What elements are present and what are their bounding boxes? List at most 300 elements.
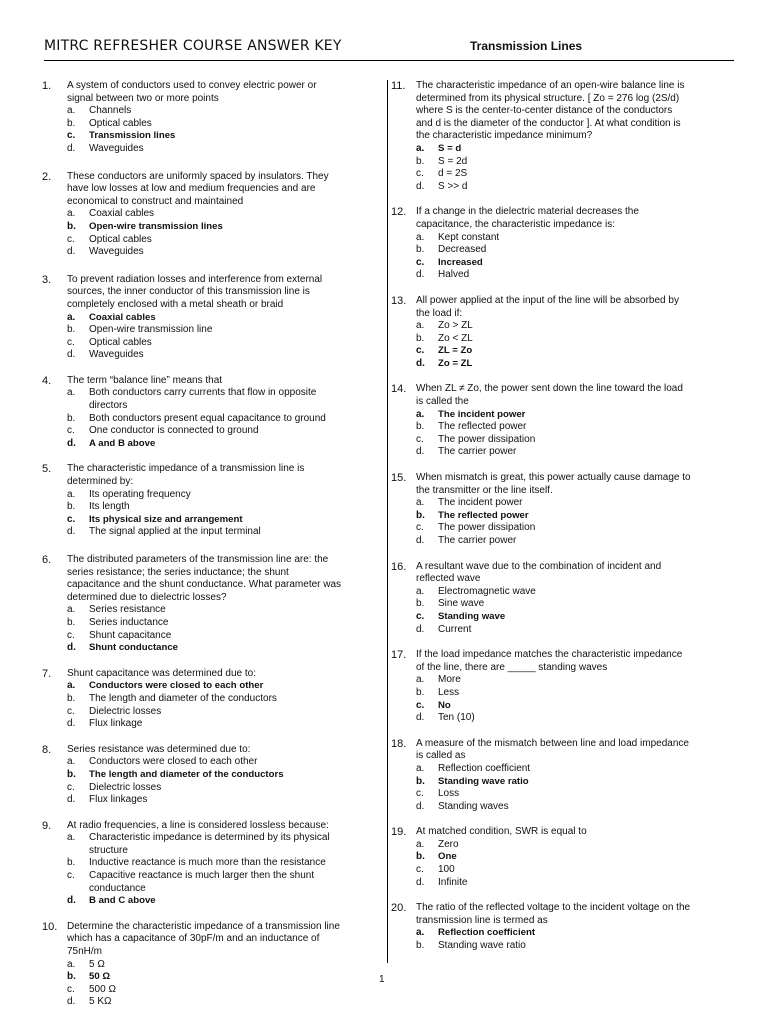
option-letter: b.: [67, 501, 76, 513]
answer-option: [416, 257, 691, 270]
question-number: 16.: [391, 560, 407, 573]
option-list: [67, 105, 342, 155]
option-letter: c.: [67, 513, 76, 525]
option-item: [416, 320, 691, 333]
option-text: Standing wave ratio: [438, 940, 526, 952]
option-letter: a.: [67, 105, 76, 117]
question-item: [42, 744, 342, 807]
option-letter: b.: [416, 940, 425, 952]
option-item: [416, 421, 691, 434]
question-number: 13.: [391, 294, 407, 307]
option-letter: a.: [67, 832, 76, 844]
option-text: Sine wave: [438, 598, 485, 610]
option-item: [416, 446, 691, 459]
option-text: Conductors were closed to each other: [89, 756, 258, 768]
option-text: Open-wire transmission lines: [89, 220, 223, 232]
option-letter: d.: [67, 718, 76, 730]
option-letter: c.: [67, 130, 76, 142]
question-text: To prevent radiation losses and interference from external sources, the inner conductor of this transmission line is completely enclosed with a metal sheath or braid: [67, 273, 323, 310]
option-text: Optical cables: [89, 117, 152, 129]
question-text: These conductors are uniformly spaced by insulators. They have low losses at low and medium frequencies and are economical to construct and maintained: [67, 170, 329, 207]
option-item: [67, 118, 342, 131]
option-item: [67, 604, 342, 617]
option-item: [67, 782, 342, 795]
question-number: 8.: [42, 743, 52, 756]
question-number: 14.: [391, 383, 407, 396]
option-letter: d.: [416, 446, 425, 458]
question-item: [391, 472, 691, 548]
option-item: [67, 832, 342, 857]
option-item: [67, 984, 342, 997]
option-item: [67, 501, 342, 514]
question-item: [391, 206, 691, 282]
question-item: [42, 80, 342, 156]
option-item: [416, 687, 691, 700]
option-letter: c.: [67, 233, 75, 245]
option-list: [67, 387, 342, 450]
answer-option: [67, 312, 342, 325]
answer-option: [416, 409, 691, 422]
question-text: A system of conductors used to convey electric power or signal between two or more points: [67, 80, 317, 104]
question-text: The characteristic impedance of a transmission line is determined by:: [67, 463, 305, 488]
option-text: The incident power: [438, 408, 526, 420]
page-header: [44, 38, 734, 61]
answer-option: [416, 345, 691, 358]
answer-option: [67, 642, 342, 655]
option-item: [67, 870, 342, 895]
option-text: Zero: [438, 838, 459, 850]
option-item: [416, 434, 691, 447]
option-text: Both conductors carry currents that flow in opposite directors: [89, 387, 317, 412]
option-item: [67, 718, 342, 731]
option-letter: b.: [416, 332, 425, 344]
option-text: A and B above: [89, 437, 156, 449]
question-item: [391, 902, 691, 952]
question-text: All power applied at the input of the line will be absorbed by the load if:: [416, 294, 679, 319]
option-letter: b.: [67, 117, 76, 129]
option-letter: b.: [416, 155, 425, 167]
question-number: 3.: [42, 273, 52, 286]
question-item: [391, 295, 691, 371]
option-list: [416, 839, 691, 889]
option-text: S >> d: [438, 180, 468, 192]
page-number: 1: [379, 974, 385, 985]
question-item: [42, 554, 342, 655]
question-text: A measure of the mismatch between line and load impedance is called as: [416, 737, 689, 762]
option-list: [416, 232, 691, 282]
option-text: The reflected power: [438, 421, 527, 433]
option-text: Waveguides: [89, 349, 144, 361]
option-letter: d.: [67, 349, 76, 361]
option-letter: d.: [416, 269, 425, 281]
option-letter: d.: [67, 142, 76, 154]
option-letter: b.: [67, 616, 76, 628]
option-item: [416, 333, 691, 346]
option-letter: b.: [67, 692, 76, 704]
option-item: [67, 617, 342, 630]
question-text: When mismatch is great, this power actually cause damage to the transmitter or the line itself.: [416, 472, 691, 496]
option-text: 100: [438, 864, 455, 876]
option-item: [416, 763, 691, 776]
option-letter: d.: [67, 895, 76, 907]
option-text: Electromagnetic wave: [438, 585, 536, 597]
option-item: [416, 522, 691, 535]
option-item: [67, 246, 342, 259]
option-letter: c.: [67, 336, 75, 348]
option-letter: c.: [416, 433, 424, 445]
option-item: [416, 586, 691, 599]
option-text: 50 Ω: [89, 971, 111, 983]
option-text: Capacitive reactance is much larger then the shunt conductance: [89, 870, 315, 894]
option-text: Transmission lines: [89, 130, 176, 142]
option-text: Shunt conductance: [89, 642, 179, 654]
question-number: 6.: [42, 554, 52, 566]
option-item: [67, 234, 342, 247]
question-number: 19.: [391, 826, 407, 839]
option-letter: a.: [67, 958, 76, 970]
option-text: The reflected power: [438, 509, 529, 521]
option-item: [67, 756, 342, 769]
question-text: The term “balance line” means that: [67, 374, 223, 386]
option-text: Shunt capacitance: [89, 629, 172, 641]
question-text: If a change in the dielectric material decreases the capacitance, the characteristic impedance is:: [416, 206, 639, 230]
option-letter: a.: [416, 142, 425, 154]
option-text: Dielectric losses: [89, 705, 162, 717]
option-letter: d.: [67, 526, 76, 538]
question-text: The characteristic impedance of an open-wire balance line is determined from its physical structure. [ Zo = 276 log (2S/d) where S is the center-to-center distance of the conductors and d is the diameter of the conductor ]. At what condition is the characteristic impedance minimum?: [416, 80, 685, 142]
option-list: [67, 208, 342, 258]
question-item: [42, 820, 342, 908]
question-text: Series resistance was determined due to:: [67, 743, 251, 755]
option-item: [67, 857, 342, 870]
option-text: Inductive reactance is much more than the resistance: [89, 857, 326, 869]
option-letter: b.: [67, 857, 76, 869]
option-item: [67, 349, 342, 362]
question-number: 15.: [391, 472, 407, 485]
option-text: S = 2d: [438, 155, 468, 167]
option-text: Ten (10): [438, 712, 475, 724]
option-text: Its operating frequency: [89, 488, 191, 500]
option-text: Channels: [89, 105, 132, 117]
subject-title: Transmission Lines: [470, 39, 583, 53]
option-letter: c.: [416, 864, 424, 876]
option-letter: c.: [416, 256, 425, 268]
answer-option: [67, 221, 342, 234]
option-item: [416, 497, 691, 510]
question-number: 1.: [42, 80, 52, 92]
question-item: [391, 561, 691, 637]
option-letter: b.: [416, 686, 425, 698]
left-column: [42, 80, 342, 1009]
option-item: [67, 706, 342, 719]
option-text: Coaxial cables: [89, 208, 155, 220]
answer-option: [67, 971, 342, 984]
option-letter: a.: [416, 320, 425, 332]
option-text: Flux linkage: [89, 718, 143, 730]
option-item: [67, 387, 342, 412]
option-text: The length and diameter of the conductors: [89, 768, 284, 780]
option-text: Its physical size and arrangement: [89, 513, 243, 525]
option-text: ZL = Zo: [438, 345, 473, 357]
answer-option: [67, 438, 342, 451]
option-text: The power dissipation: [438, 522, 536, 534]
option-text: Reflection coefficient: [438, 927, 536, 939]
option-letter: b.: [416, 851, 425, 863]
option-letter: b.: [67, 768, 76, 780]
option-letter: c.: [67, 425, 75, 437]
option-text: Less: [438, 686, 460, 698]
option-list: [416, 927, 691, 952]
option-text: More: [438, 674, 461, 686]
option-letter: d.: [416, 712, 425, 724]
option-letter: c.: [416, 522, 424, 534]
option-list: [67, 832, 342, 908]
option-list: [67, 489, 342, 539]
option-text: Infinite: [438, 876, 468, 888]
option-text: Coaxial cables: [89, 311, 156, 323]
option-text: Decreased: [438, 244, 487, 256]
option-item: [416, 624, 691, 637]
option-letter: b.: [416, 775, 425, 787]
option-text: Flux linkages: [89, 794, 148, 806]
answer-option: [416, 927, 691, 940]
option-text: Kept constant: [438, 231, 500, 243]
answer-option: [67, 130, 342, 143]
right-column: [391, 80, 691, 953]
option-letter: d.: [67, 642, 76, 654]
option-text: 5 Ω: [89, 958, 105, 970]
option-letter: d.: [67, 794, 76, 806]
option-list: [416, 497, 691, 547]
answer-option: [416, 776, 691, 789]
option-text: Series inductance: [89, 616, 169, 628]
option-list: [416, 143, 691, 193]
question-number: 4.: [42, 374, 52, 387]
question-item: [391, 738, 691, 814]
question-number: 7.: [42, 667, 52, 680]
option-letter: d.: [416, 535, 425, 546]
question-item: [391, 649, 691, 725]
option-item: [416, 801, 691, 814]
option-item: [416, 712, 691, 725]
option-list: [67, 756, 342, 806]
option-item: [416, 674, 691, 687]
question-text: The ratio of the reflected voltage to the incident voltage on the transmission line is termed as: [416, 902, 691, 926]
option-text: 500 Ω: [89, 983, 116, 995]
option-letter: a.: [416, 231, 425, 243]
option-letter: c.: [67, 781, 75, 793]
option-list: [67, 604, 342, 654]
answer-option: [416, 143, 691, 156]
option-letter: b.: [416, 509, 425, 521]
question-item: [391, 383, 691, 459]
question-text: Determine the characteristic impedance of a transmission line which has a capacitance of 30pF/m and an inductance of 75nH/m: [67, 920, 340, 958]
question-item: [42, 463, 342, 539]
option-text: Series resistance: [89, 604, 166, 616]
option-item: [67, 526, 342, 539]
option-item: [67, 143, 342, 156]
option-list: [416, 586, 691, 636]
option-text: Open-wire transmission line: [89, 324, 213, 336]
option-letter: a.: [67, 387, 76, 399]
option-text: Increased: [438, 256, 483, 268]
question-number: 12.: [391, 206, 407, 219]
question-text: At matched condition, SWR is equal to: [416, 826, 587, 838]
option-item: [416, 181, 691, 194]
option-letter: b.: [67, 220, 76, 232]
option-letter: a.: [416, 927, 425, 939]
option-item: [67, 324, 342, 337]
option-text: Optical cables: [89, 336, 152, 348]
answer-option: [416, 510, 691, 523]
option-text: The power dissipation: [438, 433, 536, 445]
question-item: [42, 274, 342, 362]
option-letter: c.: [416, 699, 425, 711]
question-text: When ZL ≠ Zo, the power sent down the line toward the load is called the: [416, 383, 683, 408]
option-letter: b.: [416, 244, 425, 256]
option-item: [416, 877, 691, 890]
answer-option: [416, 611, 691, 624]
option-list: [67, 959, 342, 1009]
answer-option: [67, 680, 342, 693]
question-number: 9.: [42, 819, 52, 832]
question-text: At radio frequencies, a line is considered lossless because:: [67, 819, 329, 831]
question-text: The distributed parameters of the transmission line are: the series resistance; the series inductance; the shunt capacitance and the shunt conductance. What parameter was determined due to dielectric losses?: [67, 554, 342, 603]
option-letter: d.: [67, 996, 76, 1008]
option-letter: d.: [67, 437, 76, 449]
option-text: B and C above: [89, 895, 156, 907]
option-item: [67, 959, 342, 972]
option-letter: b.: [416, 598, 425, 610]
option-letter: c.: [67, 705, 75, 717]
option-letter: a.: [67, 208, 76, 220]
option-item: [67, 425, 342, 438]
option-text: Characteristic impedance is determined by its physical structure: [89, 832, 330, 856]
question-number: 17.: [391, 649, 407, 662]
option-item: [416, 244, 691, 257]
option-text: Waveguides: [89, 142, 144, 154]
option-letter: c.: [416, 788, 424, 800]
option-item: [67, 105, 342, 118]
option-text: Its length: [89, 501, 130, 513]
option-item: [416, 864, 691, 877]
option-item: [67, 413, 342, 426]
option-text: The carrier power: [438, 535, 517, 546]
option-letter: d.: [416, 357, 425, 369]
option-letter: c.: [416, 168, 424, 180]
option-item: [416, 232, 691, 245]
option-letter: a.: [416, 408, 425, 420]
question-number: 11.: [391, 80, 406, 92]
option-letter: a.: [416, 838, 425, 850]
option-item: [67, 337, 342, 350]
option-text: Loss: [438, 788, 460, 800]
option-text: d = 2S: [438, 168, 468, 180]
question-number: 2.: [42, 170, 52, 183]
question-number: 5.: [42, 463, 52, 476]
option-text: No: [438, 699, 451, 711]
option-letter: a.: [416, 674, 425, 686]
option-text: Zo = ZL: [438, 357, 473, 369]
option-letter: c.: [67, 983, 75, 995]
answer-option: [416, 851, 691, 864]
answer-option: [67, 769, 342, 782]
option-text: Halved: [438, 269, 470, 281]
option-text: The signal applied at the input terminal: [89, 526, 261, 538]
option-list: [416, 409, 691, 459]
option-item: [67, 693, 342, 706]
option-item: [416, 156, 691, 169]
option-letter: d.: [416, 623, 425, 635]
option-list: [67, 680, 342, 730]
option-letter: d.: [416, 800, 425, 812]
option-text: Waveguides: [89, 246, 144, 258]
option-letter: a.: [67, 680, 76, 692]
option-letter: c.: [67, 629, 75, 641]
option-item: [416, 940, 691, 953]
option-text: Reflection coefficient: [438, 762, 531, 774]
option-list: [416, 763, 691, 813]
option-letter: a.: [67, 604, 76, 616]
question-number: 20.: [391, 902, 407, 915]
option-text: Standing wave ratio: [438, 775, 529, 787]
option-text: The length and diameter of the conductors: [89, 692, 277, 704]
option-text: Dielectric losses: [89, 781, 162, 793]
option-item: [67, 996, 342, 1009]
question-item: [42, 668, 342, 731]
option-letter: a.: [416, 762, 425, 774]
option-item: [67, 208, 342, 221]
question-text: If the load impedance matches the characteristic impedance of the line, there are _____ standing waves: [416, 649, 683, 673]
option-text: One: [438, 851, 457, 863]
option-letter: c.: [416, 610, 425, 622]
option-letter: b.: [67, 412, 76, 424]
answer-option: [67, 514, 342, 527]
option-letter: a.: [67, 488, 76, 500]
document-title: MITRC REFRESHER COURSE ANSWER KEY: [44, 38, 342, 54]
option-list: [416, 674, 691, 724]
option-letter: a.: [416, 497, 425, 509]
question-item: [391, 826, 691, 889]
option-text: Standing waves: [438, 800, 509, 812]
option-item: [416, 269, 691, 282]
question-text: Shunt capacitance was determined due to:: [67, 667, 257, 679]
option-text: The carrier power: [438, 446, 517, 458]
question-item: [42, 171, 342, 259]
option-list: [67, 312, 342, 362]
question-item: [42, 921, 342, 1009]
option-item: [416, 535, 691, 548]
question-item: [391, 80, 691, 193]
option-text: Current: [438, 623, 472, 635]
option-item: [416, 839, 691, 852]
option-letter: a.: [416, 585, 425, 597]
answer-option: [416, 358, 691, 371]
option-text: Optical cables: [89, 233, 152, 245]
option-text: S = d: [438, 142, 462, 154]
option-list: [416, 320, 691, 370]
option-letter: c.: [67, 870, 75, 882]
option-text: 5 KΩ: [89, 996, 112, 1008]
option-text: The incident power: [438, 497, 523, 509]
column-divider: [387, 80, 388, 963]
option-text: Zo > ZL: [438, 320, 473, 332]
option-text: Zo < ZL: [438, 332, 473, 344]
option-item: [416, 788, 691, 801]
option-letter: d.: [416, 180, 425, 192]
option-text: One conductor is connected to ground: [89, 425, 259, 437]
option-letter: b.: [67, 971, 76, 983]
